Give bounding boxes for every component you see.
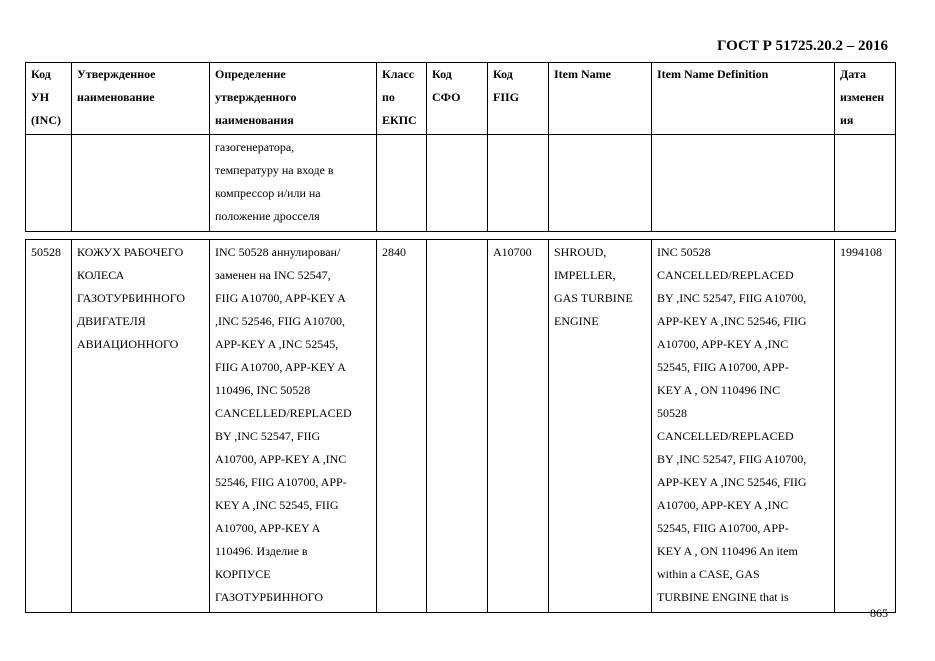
header-text-line: изменен [840, 90, 885, 104]
cell-text-line: A10700, APP-KEY A ,INC [657, 337, 789, 351]
cell-text-line: ДВИГАТЕЛЯ [77, 314, 146, 328]
col-definition-cell [210, 135, 377, 232]
cell-text-line: ГАЗОТУРБИННОГО [215, 590, 324, 604]
cell-text-line: газогенератора, [215, 140, 295, 154]
table-row [26, 135, 896, 232]
col-item-name-definition-cell [652, 240, 835, 613]
col-approved-name-cell [72, 135, 210, 232]
cell-text-line: компрессор и/или на [215, 186, 321, 200]
cell-text-line: BY ,INC 52547, FIIG A10700, [657, 291, 807, 305]
col-sfo-code-cell [427, 240, 488, 613]
cell-text-line: КОЛЕСА [77, 268, 125, 282]
header-text-line: наименование [77, 90, 155, 104]
cell-text-line: INC 50528 [657, 245, 711, 259]
cell-text-line: APP-KEY A ,INC 52546, FIIG [657, 475, 807, 489]
col-ekps-class-cell [377, 240, 427, 613]
col-item-name-cell [549, 135, 652, 232]
row-separator-cell [26, 232, 896, 240]
col-definition-header [210, 63, 377, 135]
col-item-name-definition-header [652, 63, 835, 135]
cell-text-line: КОЖУХ РАБОЧЕГО [77, 245, 184, 259]
cell-text-line: A10700 [493, 245, 532, 259]
header-text-line: наименования [215, 113, 294, 127]
standard-header: ГОСТ Р 51725.20.2 – 2016 [716, 38, 888, 54]
cell-text-line: ,INC 52546, FIIG A10700, [215, 314, 346, 328]
col-fiig-code-cell [488, 240, 549, 613]
cell-text-line: CANCELLED/REPLACED [657, 268, 794, 282]
col-item-name-definition-cell [652, 135, 835, 232]
col-definition-cell [210, 240, 377, 613]
col-change-date-header [835, 63, 896, 135]
cell-text-line: 52545, FIIG A10700, APP- [657, 360, 789, 374]
header-text-line: Item Name [554, 67, 611, 81]
header-text-line: утвержденного [215, 90, 297, 104]
cell-text-line: TURBINE ENGINE that is [657, 590, 789, 604]
col-approved-name-header [72, 63, 210, 135]
col-sfo-code-header [427, 63, 488, 135]
cell-text-line: GAS TURBINE [554, 291, 633, 305]
cell-text-line: APP-KEY A ,INC 52545, [215, 337, 339, 351]
col-change-date-cell [835, 240, 896, 613]
cell-text-line: KEY A ,INC 52545, FIIG [215, 498, 339, 512]
col-inc-cell [26, 135, 72, 232]
cell-text-line: АВИАЦИОННОГО [77, 337, 179, 351]
cell-text-line: 2840 [382, 245, 406, 259]
cell-text-line: температуру на входе в [215, 163, 334, 177]
cell-text-line: FIIG A10700, APP-KEY A [215, 360, 346, 374]
cell-text-line: 110496. Изделие в [215, 544, 308, 558]
col-sfo-code-cell [427, 135, 488, 232]
cell-text-line: A10700, APP-KEY A ,INC [657, 498, 789, 512]
header-text-line: FIIG [493, 90, 520, 104]
header-text-line: Код [432, 67, 452, 81]
header-text-line: Код [31, 67, 51, 81]
cell-text-line: IMPELLER, [554, 268, 616, 282]
cell-text-line: 52545, FIIG A10700, APP- [657, 521, 789, 535]
col-change-date-cell [835, 135, 896, 232]
cell-text-line: 50528 [657, 406, 687, 420]
cell-text-line: 1994108 [840, 245, 882, 259]
col-ekps-class-header [377, 63, 427, 135]
header-text-line: ия [840, 113, 854, 127]
header-text-line: Код [493, 67, 513, 81]
header-text-line: СФО [432, 90, 461, 104]
cell-text-line: положение дросселя [215, 209, 320, 223]
cell-text-line: заменен на INC 52547, [215, 268, 331, 282]
cell-text-line: KEY A , ON 110496 An item [657, 544, 798, 558]
header-text-line: (INC) [31, 113, 61, 127]
row-separator [26, 232, 896, 240]
col-item-name-header [549, 63, 652, 135]
table-header-row [26, 63, 896, 135]
header-text-line: по [382, 90, 395, 104]
header-text-line: Утвержденное [77, 67, 156, 81]
cell-text-line: APP-KEY A ,INC 52546, FIIG [657, 314, 807, 328]
cell-text-line: ENGINE [554, 314, 599, 328]
cell-text-line: CANCELLED/REPLACED [657, 429, 794, 443]
cell-text-line: 52546, FIIG A10700, APP- [215, 475, 347, 489]
col-item-name-cell [549, 240, 652, 613]
header-text-line: Класс [382, 67, 415, 81]
col-inc-cell [26, 240, 72, 613]
cell-text-line: KEY A , ON 110496 INC [657, 383, 781, 397]
cell-text-line: КОРПУСЕ [215, 567, 271, 581]
table-row [26, 240, 896, 613]
cell-text-line: A10700, APP-KEY A ,INC [215, 452, 347, 466]
cell-text-line: SHROUD, [554, 245, 607, 259]
cell-text-line: BY ,INC 52547, FIIG [215, 429, 321, 443]
cell-text-line: CANCELLED/REPLACED [215, 406, 352, 420]
cell-text-line: INC 50528 аннулирован/ [215, 245, 341, 259]
col-fiig-code-header [488, 63, 549, 135]
header-text-line: Определение [215, 67, 286, 81]
cell-text-line: ГАЗОТУРБИННОГО [77, 291, 186, 305]
header-text-line: Item Name Definition [657, 67, 769, 81]
cell-text-line: BY ,INC 52547, FIIG A10700, [657, 452, 807, 466]
col-ekps-class-cell [377, 135, 427, 232]
col-approved-name-cell [72, 240, 210, 613]
cell-text-line: 50528 [31, 245, 61, 259]
cell-text-line: FIIG A10700, APP-KEY A [215, 291, 346, 305]
header-text-line: УН [31, 90, 50, 104]
cell-text-line: A10700, APP-KEY A [215, 521, 321, 535]
header-text-line: Дата [840, 67, 866, 81]
cell-text-line: 110496, INC 50528 [215, 383, 311, 397]
col-fiig-code-cell [488, 135, 549, 232]
cell-text-line: within a CASE, GAS [657, 567, 760, 581]
col-inc-header [26, 63, 72, 135]
data-table [25, 62, 896, 613]
page-number: 865 [870, 606, 888, 620]
header-text-line: ЕКПС [382, 113, 417, 127]
